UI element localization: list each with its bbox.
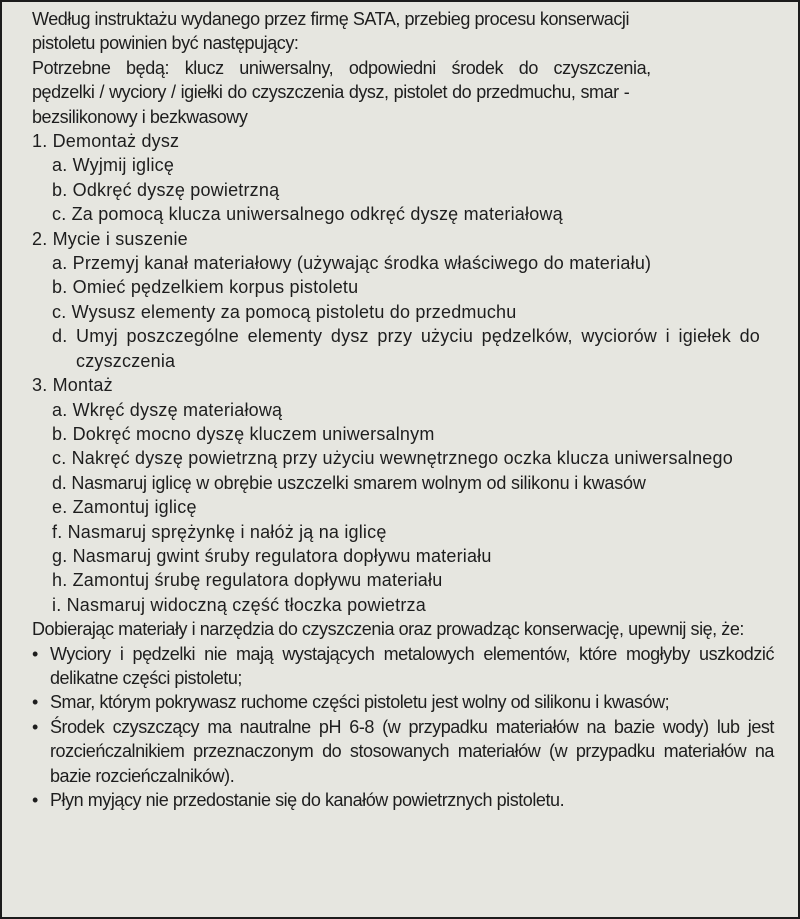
step-item-text: d. Umyj poszczególne elementy dysz przy użyciu pędzelków, wyciorów i igiełek do czyszczenia bbox=[52, 326, 760, 371]
step-item bbox=[32, 446, 760, 470]
needed-line: pędzelki / wyciory / igiełki do czyszczenia dysz, pistolet do przedmuchu, smar - bbox=[32, 82, 630, 103]
bullet-text: Środek czyszczący ma nautralne pH 6-8 (w przypadku materiałów na bazie wody) lub jest rozcieńczalnikiem przeznaczonym do stosowanych materiałów (w przypadku materiałów na bazie rozcieńczalników). bbox=[50, 716, 774, 786]
bullet-icon: • bbox=[32, 643, 38, 664]
bullet-item bbox=[32, 642, 774, 691]
step-list bbox=[32, 129, 772, 617]
step-title: 2. Mycie i suszenie bbox=[32, 228, 188, 249]
outro-paragraph: Dobierając materiały i narzędzia do czyszczenia oraz prowadząc konserwację, upewnij się, że: bbox=[32, 619, 744, 640]
bullet-item bbox=[32, 690, 774, 714]
bullet-item bbox=[32, 788, 774, 812]
step-item: b. Dokręć mocno dyszę kluczem uniwersalnym bbox=[52, 423, 435, 444]
step-item: f. Nasmaruj sprężynkę i nałóż ją na iglicę bbox=[52, 521, 387, 542]
bullet-icon: • bbox=[32, 716, 38, 737]
step-item: d. Nasmaruj iglicę w obrębie uszczelki smarem wolnym od silikonu i kwasów bbox=[52, 472, 646, 493]
bullet-text: Wyciory i pędzelki nie mają wystających metalowych elementów, które mogłyby uszkodzić delikatne części pistoletu; bbox=[50, 643, 774, 688]
needed-line: bezsilikonowy i bezkwasowy bbox=[32, 106, 248, 127]
bullet-list bbox=[32, 642, 772, 813]
step-item: a. Przemyj kanał materiałowy (używając środka właściwego do materiału) bbox=[52, 253, 652, 274]
step-item: i. Nasmaruj widoczną część tłoczka powietrza bbox=[52, 594, 426, 615]
intro-line: Według instruktażu wydanego przez firmę SATA, przebieg procesu konserwacji bbox=[32, 9, 629, 29]
bullet-text: Płyn myjący nie przedostanie się do kanałów powietrznych pistoletu. bbox=[50, 790, 565, 810]
intro-paragraph bbox=[32, 7, 772, 129]
step-item: c. Za pomocą klucza uniwersalnego odkręć dyszę materiałową bbox=[52, 204, 563, 225]
step-item: a. Wkręć dyszę materiałową bbox=[52, 399, 283, 420]
bullet-icon: • bbox=[32, 692, 38, 713]
instruction-content bbox=[32, 7, 772, 812]
step-item: h. Zamontuj śrubę regulatora dopływu materiału bbox=[52, 570, 443, 591]
step-item: b. Odkręć dyszę powietrzną bbox=[52, 179, 280, 200]
needed-line: Potrzebne będą: klucz uniwersalny, odpowiedni środek do czyszczenia, bbox=[32, 57, 651, 78]
step-item: b. Omieć pędzelkiem korpus pistoletu bbox=[52, 277, 359, 298]
step-item: g. Nasmaruj gwint śruby regulatora dopływu materiału bbox=[52, 545, 492, 566]
step-title: 3. Montaż bbox=[32, 375, 113, 396]
step-item: a. Wyjmij iglicę bbox=[52, 155, 175, 176]
bullet-text: Smar, którym pokrywasz ruchome części pistoletu jest wolny od silikonu i kwasów; bbox=[50, 692, 670, 713]
step-item: e. Zamontuj iglicę bbox=[52, 497, 197, 518]
intro-line: pistoletu powinien być następujący: bbox=[32, 33, 299, 54]
step-item bbox=[32, 324, 760, 373]
bullet-item bbox=[32, 715, 774, 788]
step-item: c. Wysusz elementy za pomocą pistoletu do przedmuchu bbox=[52, 301, 517, 322]
step-item-text: c. Nakręć dyszę powietrzną przy użyciu wewnętrznego oczka klucza uniwersalnego bbox=[52, 448, 733, 469]
bullet-icon: • bbox=[32, 790, 38, 810]
step-title: 1. Demontaż dysz bbox=[32, 131, 180, 152]
